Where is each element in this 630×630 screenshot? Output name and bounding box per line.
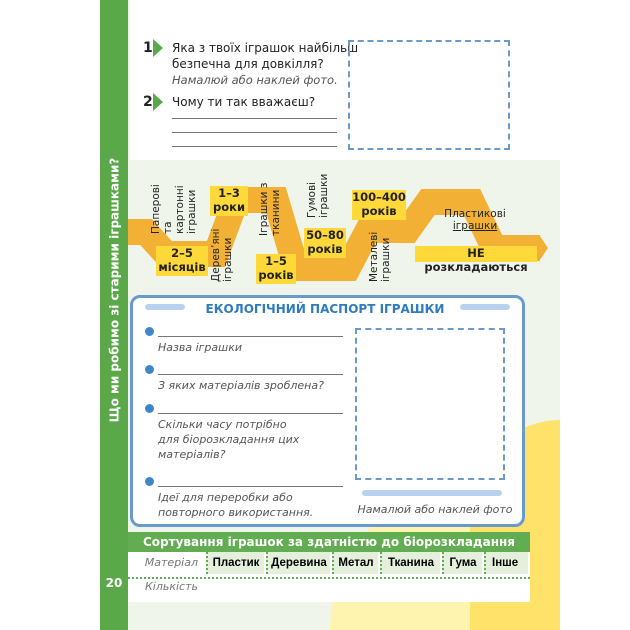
arrow-head	[540, 236, 548, 260]
photo-caption: Намалюй або наклей фото	[357, 503, 513, 516]
column-header: Тканина	[380, 552, 440, 574]
time-label: 50–80 років	[304, 228, 346, 258]
material-label: Іграшки з тканини	[258, 182, 282, 236]
answer-line[interactable]	[158, 374, 343, 375]
photo-frame[interactable]	[348, 40, 510, 150]
answer-line[interactable]	[158, 336, 343, 337]
field-label: Назва іграшки	[158, 341, 242, 354]
chevron-icon	[153, 93, 163, 111]
answer-line[interactable]	[158, 413, 343, 414]
material-label: Дерев’яні іграшки	[210, 228, 234, 282]
row-divider	[128, 577, 530, 579]
column-header: Гума	[442, 552, 482, 574]
photo-frame[interactable]	[355, 328, 505, 480]
decor-bar	[460, 304, 510, 310]
question-number: 1	[143, 40, 153, 56]
answer-line[interactable]	[172, 132, 337, 133]
material-label: Гумові іграшки	[306, 173, 330, 218]
column-header: Деревина	[266, 552, 330, 574]
page-number: 20	[105, 576, 123, 590]
bullet-icon	[145, 404, 154, 413]
row-label: Кількість	[144, 580, 198, 593]
decor-bar	[145, 304, 185, 310]
bullet-icon	[145, 365, 154, 374]
answer-line[interactable]	[158, 486, 343, 487]
time-label: 100–400 років	[352, 190, 406, 218]
question-1: Яка з твоїх іграшок найбільш безпечна для довкілля? Намалюй або наклей фото.	[172, 41, 359, 87]
material-label: Паперові та картонні іграшки	[150, 184, 198, 234]
answer-line[interactable]	[172, 118, 337, 119]
time-label: 1–5 років	[256, 254, 296, 284]
time-label: 1–3 роки	[210, 186, 248, 216]
column-header: Інше	[484, 552, 528, 574]
bullet-icon	[145, 477, 154, 486]
bullet-icon	[145, 327, 154, 336]
sorting-table	[128, 532, 530, 602]
field-label: З яких матеріалів зроблена?	[158, 379, 324, 392]
material-label: Пластикові іграшки	[444, 208, 506, 232]
question-2: Чому ти так вважаєш?	[172, 95, 316, 109]
time-label: 2–5 місяців	[156, 246, 208, 276]
column-header: Пластик	[206, 552, 264, 574]
chevron-icon	[153, 39, 163, 57]
material-label: Металеві іграшки	[368, 231, 392, 282]
column-header: Метал	[332, 552, 378, 574]
field-label: Ідеї для переробки або повторного використання.	[158, 491, 314, 519]
row-label: Матеріал	[144, 556, 198, 569]
question-number: 2	[143, 94, 153, 110]
time-label: НЕ розкладаються	[415, 246, 537, 262]
table-title: Сортування іграшок за здатністю до біорозкладання	[128, 532, 530, 552]
passport-title: ЕКОЛОГІЧНИЙ ПАСПОРТ ІГРАШКИ	[205, 302, 445, 316]
answer-line[interactable]	[172, 146, 337, 147]
field-label: Скільки часу потрібно для біорозкладання цих матеріалів?	[158, 418, 300, 461]
decor-bar	[362, 490, 502, 496]
sidebar-title: Що ми робимо зі старими іграшками?	[107, 157, 122, 423]
